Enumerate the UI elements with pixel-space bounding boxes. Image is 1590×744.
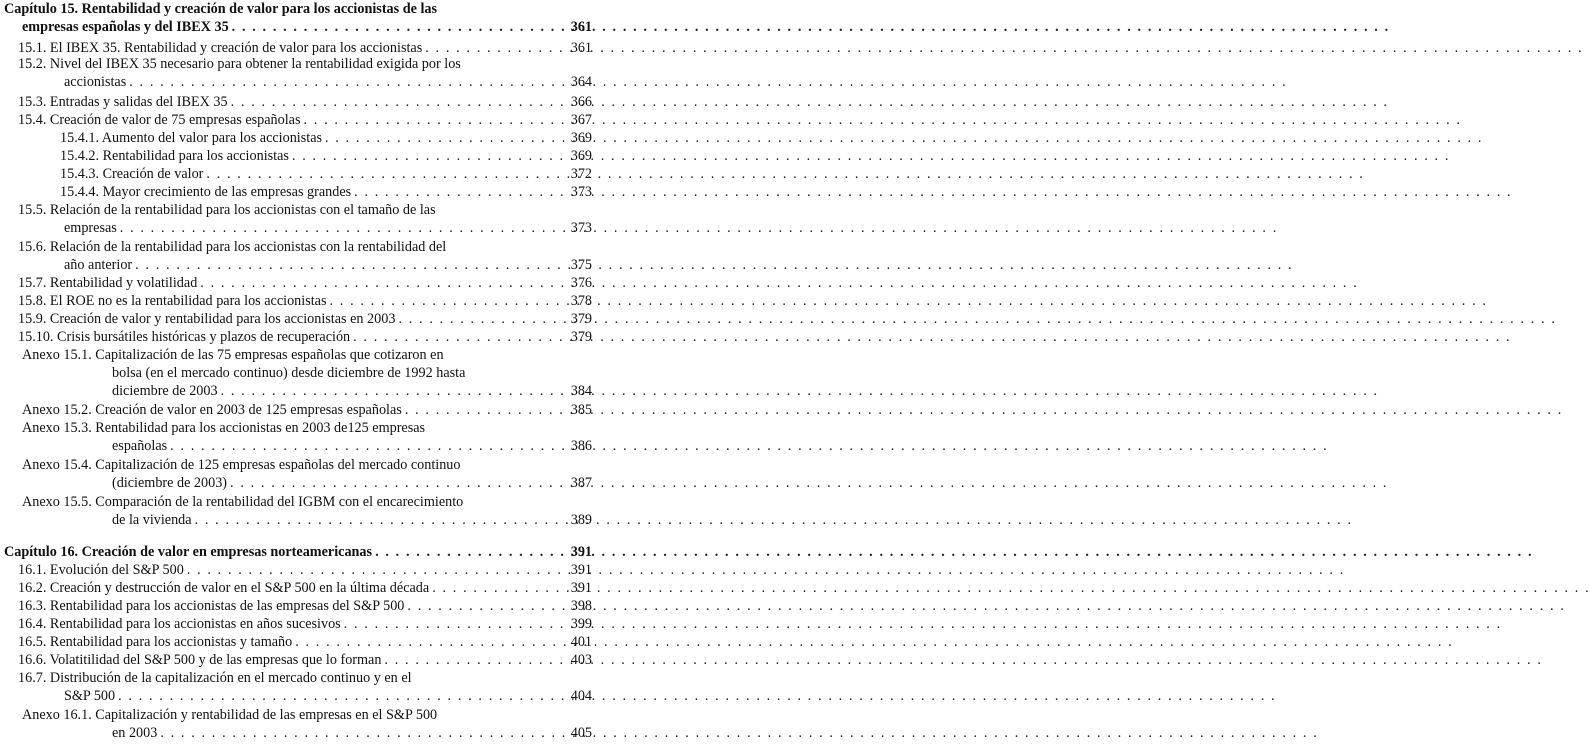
dot-leader <box>429 579 548 597</box>
toc-entry-title: de la vivienda <box>112 512 192 528</box>
toc-entry-line <box>4 0 590 18</box>
dot-leader <box>327 292 549 310</box>
toc-page-number: 386 <box>570 438 592 454</box>
toc-page-number: 391 <box>570 544 592 560</box>
toc-entry-line <box>64 256 548 274</box>
toc-entry-line <box>18 651 548 669</box>
dot-leader <box>227 474 548 492</box>
dot-leader <box>192 511 548 529</box>
dot-leader <box>117 219 548 237</box>
toc-entry-line <box>112 724 548 742</box>
toc-entry-line <box>18 328 548 346</box>
toc-page-number: 375 <box>570 257 592 273</box>
toc-entry-line <box>22 706 590 724</box>
toc-page-number: 376 <box>570 275 592 291</box>
toc-page-number: 404 <box>570 688 592 704</box>
toc-entry-line <box>4 543 548 561</box>
toc-entry-line <box>18 597 548 615</box>
toc-entry-line <box>22 18 472 36</box>
toc-entry-title: Anexo 16.1. Capitalización y rentabilidad de las empresas en el S&P 500 <box>22 707 438 723</box>
toc-entry-line <box>112 511 548 529</box>
toc-entry-title: (diciembre de 2003) <box>112 475 228 491</box>
toc-entry-line <box>22 456 590 474</box>
toc-entry-line <box>60 147 548 165</box>
dot-leader <box>341 615 548 633</box>
toc-entry-line <box>22 493 590 511</box>
toc-entry-title: S&P 500 <box>64 688 116 704</box>
toc-entry-title: Anexo 15.4. Capitalización de 125 empresas españolas del mercado continuo <box>22 457 461 473</box>
toc-entry-title: Anexo 15.1. Capitalización de las 75 empresas españolas que cotizaron en <box>22 347 444 363</box>
toc-entry-line <box>18 561 548 579</box>
toc-entry-line <box>18 55 590 73</box>
toc-entry-title: Anexo 15.5. Comparación de la rentabilidad del IGBM con el encarecimiento <box>22 494 464 510</box>
toc-page-number: 366 <box>570 94 592 110</box>
toc-page-number: 367 <box>570 112 592 128</box>
toc-entry-line <box>112 364 590 382</box>
dot-leader <box>351 183 548 201</box>
dot-leader <box>229 18 472 36</box>
toc-entry-line <box>18 579 548 597</box>
dot-leader <box>203 165 548 183</box>
toc-page-number: 403 <box>570 652 592 668</box>
toc-entry-title: 16.2. Creación y destrucción de valor en el S&P 500 en la última década <box>18 580 430 596</box>
dot-leader <box>395 310 548 328</box>
dot-leader <box>292 633 548 651</box>
dot-leader <box>197 274 548 292</box>
dot-leader <box>157 724 548 742</box>
toc-entry-line <box>18 615 548 633</box>
toc-page-number: 399 <box>570 616 592 632</box>
toc-entry-title: año anterior <box>64 257 133 273</box>
dot-leader <box>218 382 548 400</box>
dot-leader <box>372 543 548 561</box>
toc-page-number: 373 <box>570 184 592 200</box>
toc-entry-title: 15.4.1. Aumento del valor para los accionistas <box>60 130 323 146</box>
dot-leader <box>167 437 548 455</box>
dot-leader <box>132 256 548 274</box>
toc-page-number: 361 <box>570 40 592 56</box>
toc-entry-line <box>22 346 590 364</box>
toc-entry-title: 16.3. Rentabilidad para los accionistas de las empresas del S&P 500 <box>18 598 405 614</box>
toc-page-number: 387 <box>570 475 592 491</box>
toc-entry-title: 15.7. Rentabilidad y volatilidad <box>18 275 198 291</box>
toc-entry-title: empresas españolas y del IBEX 35 <box>22 19 229 35</box>
toc-entry-line <box>64 687 548 705</box>
toc-entry-line <box>60 165 548 183</box>
toc-entry-line <box>64 73 548 91</box>
toc-page-number: 369 <box>570 130 592 146</box>
toc-entry-line <box>60 129 548 147</box>
toc-page-number: 369 <box>570 148 592 164</box>
toc-page-number: 384 <box>570 383 592 399</box>
toc-entry-title: Capítulo 16. Creación de valor en empresas norteamericanas <box>4 544 373 560</box>
toc-entry-title: 15.4. Creación de valor de 75 empresas españolas <box>18 112 301 128</box>
toc-entry-title: empresas <box>64 220 117 236</box>
dot-leader <box>126 73 548 91</box>
dot-leader <box>289 147 548 165</box>
toc-entry-line <box>112 437 548 455</box>
toc-entry-line <box>18 93 548 111</box>
toc-page-number: 385 <box>570 402 592 418</box>
toc-page-number: 401 <box>570 634 592 650</box>
toc-entry-title: 16.6. Volatitilidad del S&P 500 y de las empresas que lo forman <box>18 652 382 668</box>
toc-page-number: 379 <box>570 311 592 327</box>
toc-entry-title: 15.8. El ROE no es la rentabilidad para los accionistas <box>18 293 327 309</box>
toc-entry-title: 15.4.2. Rentabilidad para los accionistas <box>60 148 289 164</box>
toc-entry-title: en 2003 <box>112 725 158 741</box>
toc-page-number: 391 <box>570 580 592 596</box>
toc-page-number: 391 <box>570 562 592 578</box>
dot-leader <box>381 651 548 669</box>
toc-entry-title: 15.5. Relación de la rentabilidad para los accionistas con el tamaño de las <box>18 202 436 218</box>
toc-entry-title: 15.3. Entradas y salidas del IBEX 35 <box>18 94 228 110</box>
toc-entry-title: 15.6. Relación de la rentabilidad para los accionistas con la rentabilidad del <box>18 239 447 255</box>
toc-entry-title: diciembre de 2003 <box>112 383 218 399</box>
toc-entry-line <box>18 274 548 292</box>
dot-leader <box>300 111 548 129</box>
dot-leader <box>115 687 548 705</box>
dot-leader <box>402 401 548 419</box>
toc-page-number: 379 <box>570 329 592 345</box>
toc-page-number: 364 <box>570 74 592 90</box>
toc-entry-title: 15.1. El IBEX 35. Rentabilidad y creación de valor para los accionistas <box>18 40 423 56</box>
dot-leader <box>322 129 548 147</box>
toc-entry-title: accionistas <box>64 74 127 90</box>
toc-entry-line <box>18 310 548 328</box>
toc-entry-line <box>18 292 548 310</box>
toc-page-number: 373 <box>570 220 592 236</box>
toc-page-number: 405 <box>570 725 592 741</box>
table-of-contents <box>0 0 600 744</box>
toc-page-number: 372 <box>570 166 592 182</box>
toc-entry-title: 16.5. Rentabilidad para los accionistas y tamaño <box>18 634 293 650</box>
toc-entry-title: 16.7. Distribución de la capitalización en el mercado continuo y en el <box>18 670 412 686</box>
toc-entry-title: bolsa (en el mercado continuo) desde diciembre de 1992 hasta <box>112 365 466 381</box>
toc-entry-title: Anexo 15.3. Rentabilidad para los accionistas en 2003 de125 empresas <box>22 420 426 436</box>
toc-entry-title: Capítulo 15. Rentabilidad y creación de valor para los accionistas de las <box>4 1 438 17</box>
toc-page-number: 389 <box>570 512 592 528</box>
toc-page-number: 398 <box>570 598 592 614</box>
toc-entry-title: 15.4.4. Mayor crecimiento de las empresas grandes <box>60 184 352 200</box>
toc-entry-title: 15.10. Crisis bursátiles históricas y plazos de recuperación <box>18 329 351 345</box>
toc-entry-line <box>18 238 590 256</box>
dot-leader <box>184 561 548 579</box>
toc-entry-line <box>112 474 548 492</box>
toc-page-number: 361 <box>570 19 592 35</box>
dot-leader <box>404 597 548 615</box>
toc-entry-title: 16.1. Evolución del S&P 500 <box>18 562 184 578</box>
toc-entry-line <box>18 633 548 651</box>
dot-leader <box>350 328 548 346</box>
toc-entry-title: 15.2. Nivel del IBEX 35 necesario para obtener la rentabilidad exigida por los <box>18 56 461 72</box>
toc-entry-line <box>18 111 548 129</box>
toc-entry-line <box>22 419 590 437</box>
toc-entry-line <box>18 201 590 219</box>
toc-entry-line <box>64 219 548 237</box>
toc-entry-line <box>22 401 548 419</box>
toc-entry-title: españolas <box>112 438 168 454</box>
toc-entry-line <box>60 183 548 201</box>
toc-entry-line <box>112 382 548 400</box>
toc-entry-title: Anexo 15.2. Creación de valor en 2003 de 125 empresas españolas <box>22 402 402 418</box>
toc-entry-title: 15.4.3. Creación de valor <box>60 166 204 182</box>
toc-entry-title: 15.9. Creación de valor y rentabilidad para los accionistas en 2003 <box>18 311 396 327</box>
toc-entry-line <box>18 669 590 687</box>
toc-page-number: 378 <box>570 293 592 309</box>
toc-entry-title: 16.4. Rentabilidad para los accionistas en años sucesivos <box>18 616 341 632</box>
dot-leader <box>228 93 548 111</box>
